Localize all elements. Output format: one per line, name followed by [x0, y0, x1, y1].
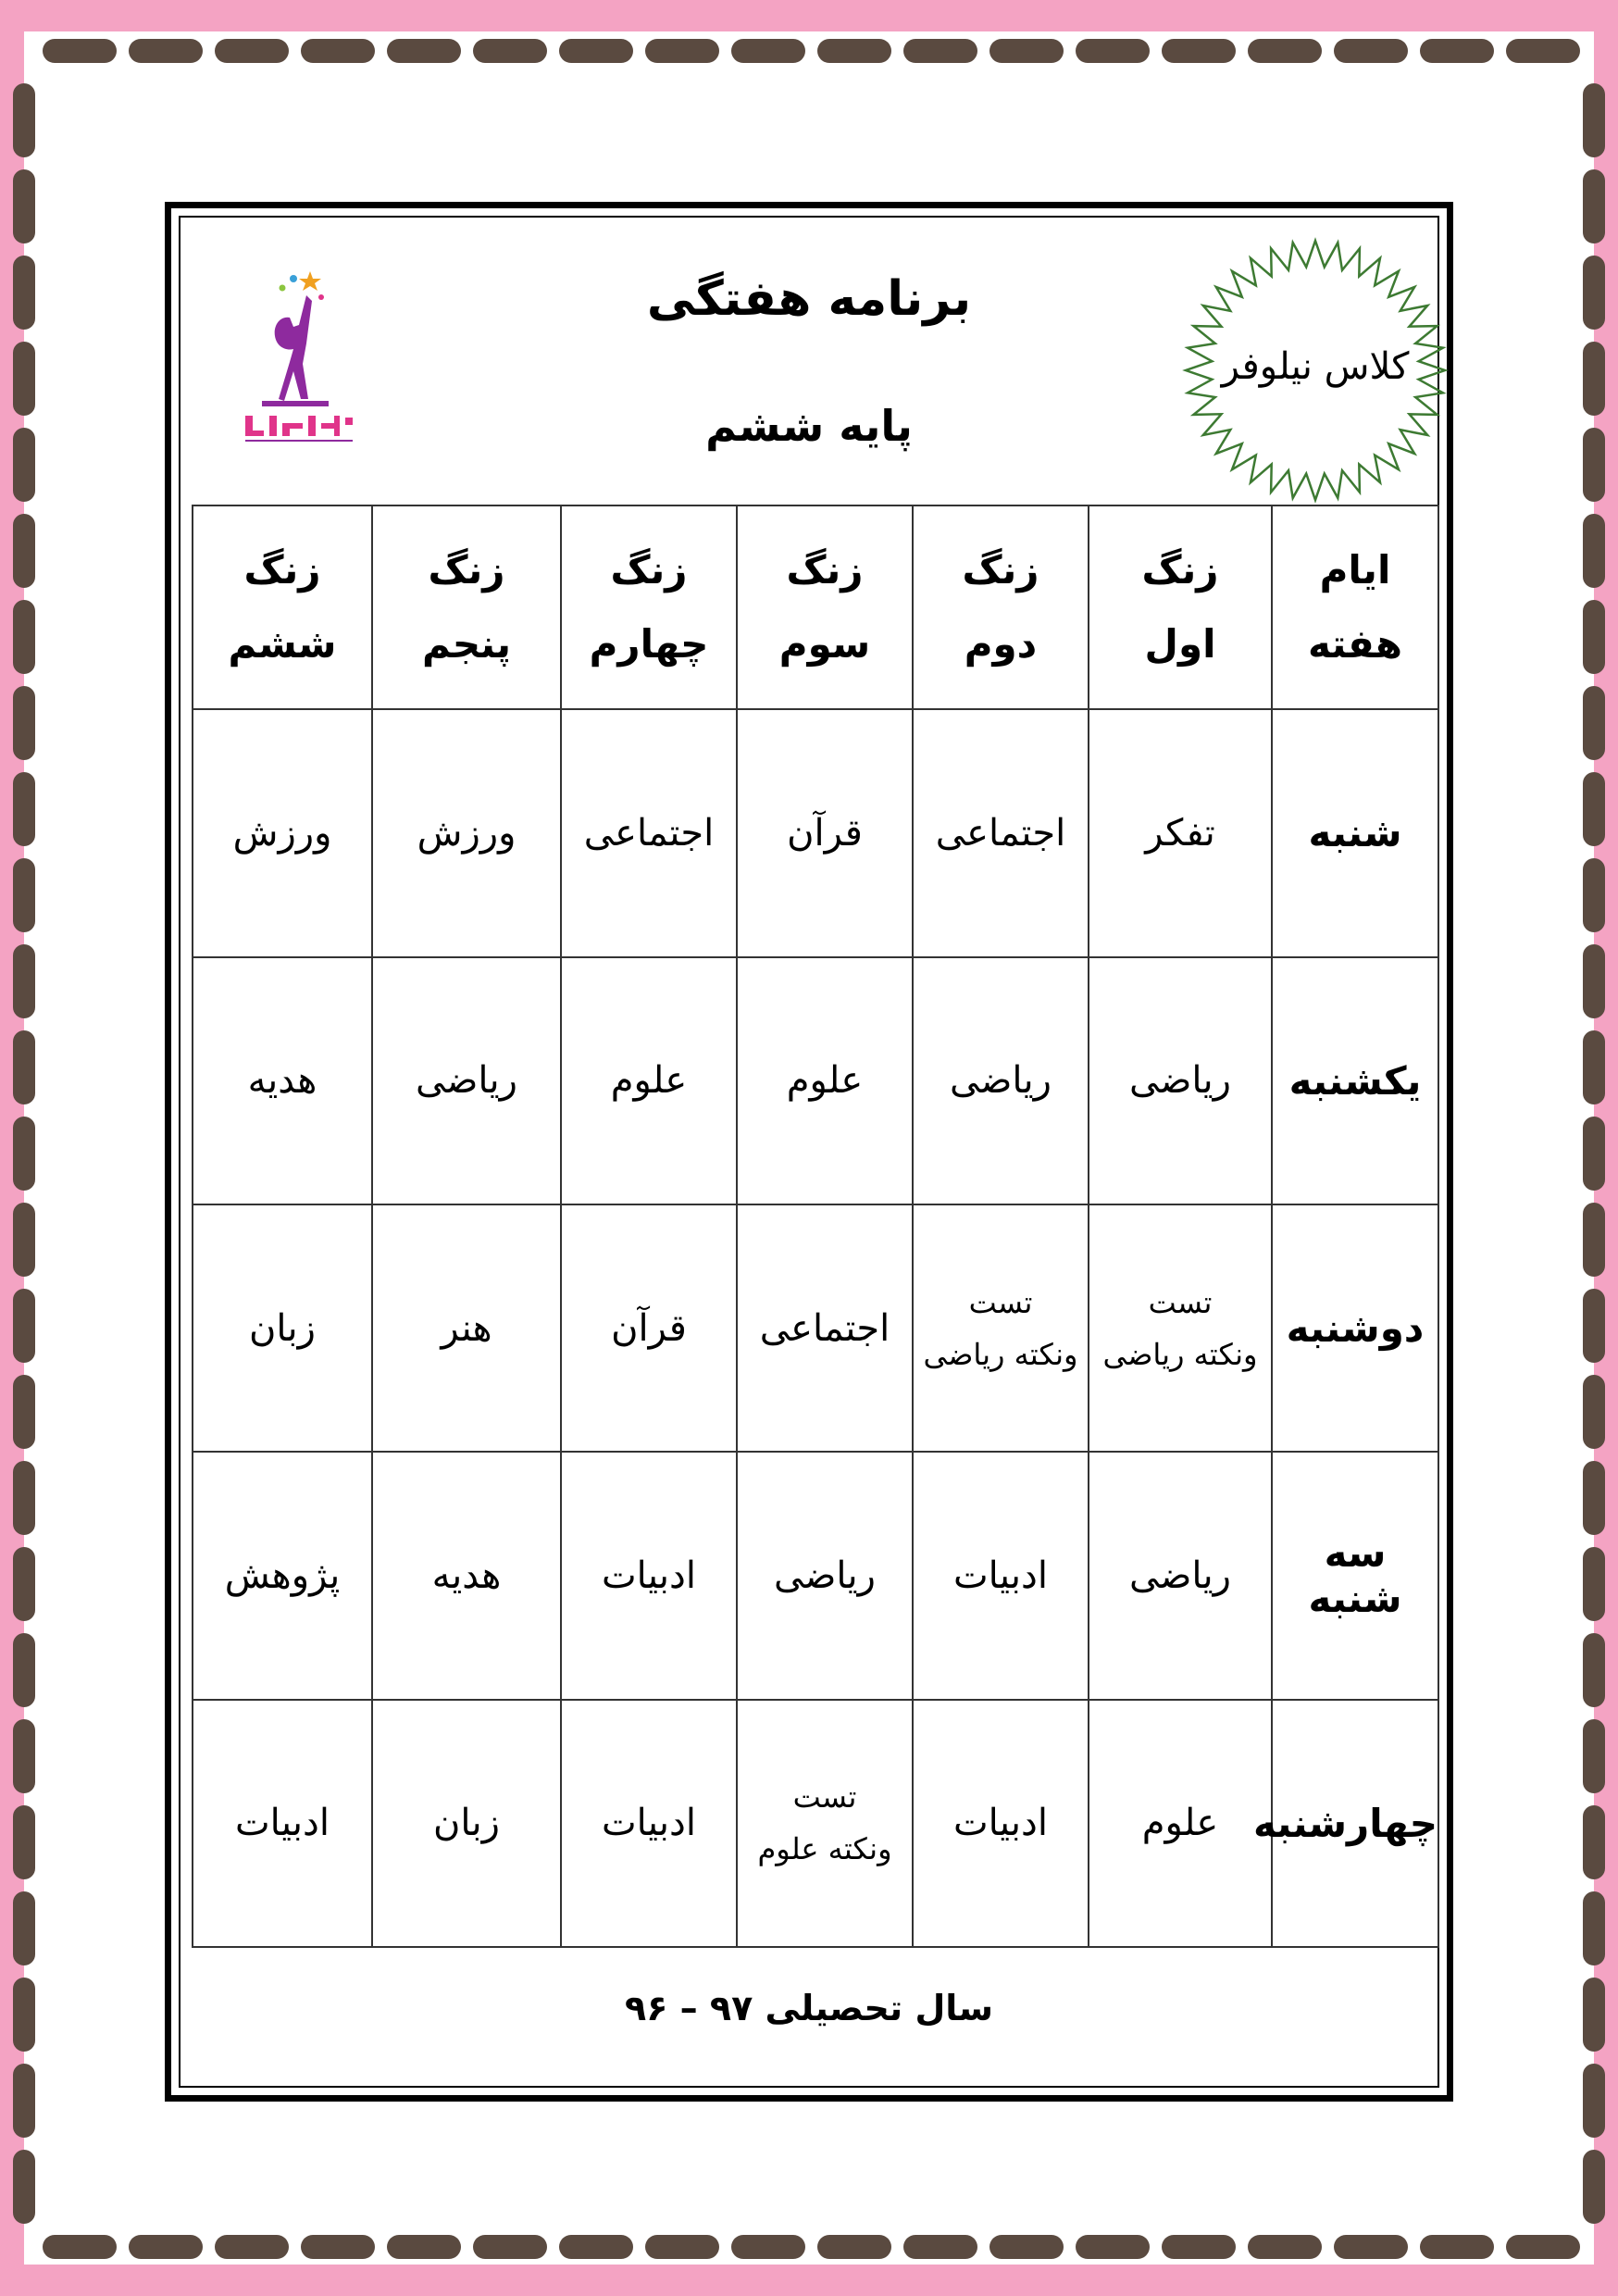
subject-cell-line1: اجتماعی: [935, 811, 1066, 855]
subject-cell: [561, 957, 737, 1204]
subject-cell-line2: ونکته ریاضی: [923, 1336, 1078, 1372]
subject-cell: [193, 1452, 372, 1699]
period-header-line1: زنگ: [428, 547, 505, 593]
subject-cell: [737, 957, 913, 1204]
period-header-line2: دوم: [964, 621, 1038, 668]
subject-cell-line1: ادبیات: [602, 1554, 696, 1597]
subject-cell-line1: اجتماعی: [759, 1306, 890, 1350]
subject-cell-line1: ورزش: [232, 811, 332, 855]
subject-cell: [372, 1204, 561, 1452]
period-header-line2: سوم: [778, 621, 871, 668]
subject-cell: [737, 1700, 913, 1947]
subject-cell-line1: ریاضی: [1129, 1059, 1231, 1103]
subject-cell-line1: علوم: [610, 1059, 688, 1103]
period-header-line1: زنگ: [243, 547, 321, 593]
period-header-line2: اول: [1144, 621, 1216, 668]
subject-cell-line1: هدیه: [247, 1059, 317, 1103]
subject-cell: [193, 709, 372, 956]
day-cell: یکشنبه: [1272, 957, 1438, 1204]
period-header: [561, 505, 737, 709]
subject-cell-line1: ادبیات: [235, 1802, 330, 1845]
subject-cell: [1089, 709, 1272, 956]
subject-cell-line1: زبان: [432, 1802, 500, 1845]
subject-cell-line2: ونکته ریاضی: [1102, 1336, 1258, 1372]
subject-cell-line1: هدیه: [431, 1554, 502, 1597]
page-title: برنامه هفتگی: [646, 271, 972, 327]
weekly-schedule-table: [192, 505, 1439, 1948]
subject-cell: [913, 1700, 1089, 1947]
subject-cell-line1: ریاضی: [950, 1059, 1052, 1103]
subject-cell: [1089, 1204, 1272, 1452]
subject-cell-line1: اجتماعی: [583, 811, 715, 855]
subject-cell: [1089, 1452, 1272, 1699]
period-header: [193, 505, 372, 709]
subject-cell: [737, 1452, 913, 1699]
page-subtitle: پایه ششم: [705, 401, 913, 451]
subject-cell: [913, 957, 1089, 1204]
subject-cell-line1: تفکر: [1145, 811, 1215, 855]
subject-cell-line1: قرآن: [787, 811, 863, 855]
days-header: [1272, 505, 1438, 709]
period-header: [372, 505, 561, 709]
subject-cell-line1: علوم: [1141, 1802, 1219, 1845]
subject-cell: [372, 1700, 561, 1947]
schedule-frame: [165, 202, 1453, 2102]
table-row: [193, 1204, 1438, 1452]
period-header: [737, 505, 913, 709]
subject-cell: [561, 1452, 737, 1699]
subject-cell-line1: هنر: [441, 1306, 492, 1350]
day-cell: چهارشنبه: [1272, 1700, 1438, 1947]
period-header-line2: ششم: [228, 621, 337, 668]
subject-cell-line1: ادبیات: [953, 1554, 1048, 1597]
subject-cell-line1: ریاضی: [416, 1059, 517, 1103]
subject-cell: [737, 1204, 913, 1452]
period-header: [913, 505, 1089, 709]
subject-cell: [1089, 957, 1272, 1204]
period-header-line1: زنگ: [962, 547, 1039, 593]
header-row: [193, 505, 1438, 709]
subject-cell-line1: تست: [792, 1779, 857, 1816]
table-row: [193, 709, 1438, 956]
subject-cell: [913, 1452, 1089, 1699]
table-row: [193, 957, 1438, 1204]
day-cell: دوشنبه: [1272, 1204, 1438, 1452]
girl-reaching-stars-icon: [225, 260, 373, 445]
period-header-line1: زنگ: [610, 547, 688, 593]
subject-cell: [737, 709, 913, 956]
subject-cell: [1089, 1700, 1272, 1947]
period-header: [1089, 505, 1272, 709]
subject-cell: [561, 709, 737, 956]
subject-cell: [913, 709, 1089, 956]
subject-cell: [193, 1204, 372, 1452]
subject-cell-line2: ونکته علوم: [757, 1831, 892, 1867]
subject-cell-line1: ادبیات: [602, 1802, 696, 1845]
period-header-line1: زنگ: [1141, 547, 1219, 593]
subject-cell: [372, 1452, 561, 1699]
period-header-line2: چهارم: [589, 621, 709, 668]
subject-cell: [372, 709, 561, 956]
subject-cell: [561, 1700, 737, 1947]
subject-cell-line1: تست: [1148, 1284, 1213, 1320]
subject-cell-line1: ورزش: [417, 811, 517, 855]
subject-cell-line1: ادبیات: [953, 1802, 1048, 1845]
period-header-line2: پنجم: [421, 621, 512, 668]
subject-cell: [372, 957, 561, 1204]
logo: [225, 260, 373, 445]
subject-cell-line1: علوم: [786, 1059, 864, 1103]
days-header-line1: ایام هفته: [1308, 547, 1402, 668]
table-row: [193, 1452, 1438, 1699]
schedule-frame-inner: [179, 216, 1439, 2088]
subject-cell-line1: ریاضی: [1129, 1554, 1231, 1597]
table-row: [193, 1700, 1438, 1947]
subject-cell-line1: تست: [968, 1284, 1033, 1320]
class-name: کلاس نیلوفر: [1221, 345, 1410, 388]
class-badge: [1176, 236, 1454, 505]
subject-cell: [561, 1204, 737, 1452]
subject-cell-line1: پژوهش: [224, 1554, 341, 1597]
day-cell: سه شنبه: [1272, 1452, 1438, 1699]
day-cell: شنبه: [1272, 709, 1438, 956]
subject-cell: [193, 1700, 372, 1947]
subject-cell: [913, 1204, 1089, 1452]
period-header-line1: زنگ: [786, 547, 864, 593]
subject-cell-line1: زبان: [248, 1306, 316, 1350]
subject-cell-line1: ریاضی: [774, 1554, 876, 1597]
subject-cell: [193, 957, 372, 1204]
subject-cell-line1: قرآن: [611, 1306, 687, 1350]
academic-year: سال تحصیلی ۹۷ – ۹۶: [625, 1988, 993, 2028]
